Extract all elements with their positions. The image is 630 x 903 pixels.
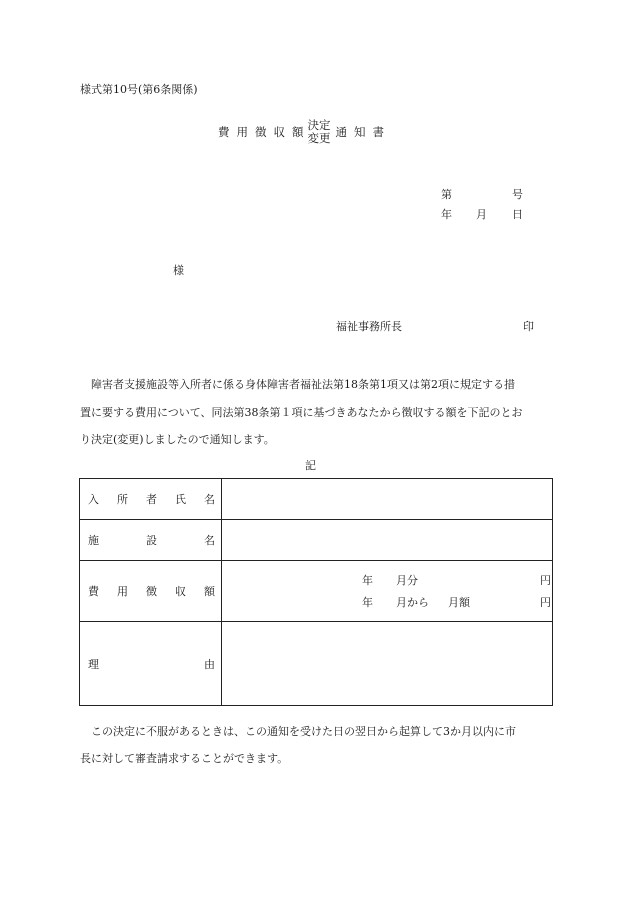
fee-month: 月から — [396, 596, 429, 609]
seal-mark: 印 — [523, 320, 534, 333]
fee-month: 月分 — [396, 574, 418, 587]
table-row — [80, 479, 553, 520]
notice-body — [80, 371, 552, 454]
appeal-notice — [80, 718, 555, 772]
title-option-change: 変更 — [307, 131, 331, 145]
title-char: 通 — [335, 125, 347, 139]
doc-number-suffix: 号 — [512, 188, 523, 201]
body-line: 置に要する費用について、同法第38条第１項に基づきあなたから徴収する額を下記のとお — [80, 405, 523, 419]
label-reason — [80, 622, 222, 706]
label-char: 所 — [117, 493, 128, 506]
title-option-decision: 決定 — [307, 118, 331, 132]
label-fee-amount — [80, 561, 222, 622]
label-facility-name — [80, 520, 222, 561]
title-char: 費 — [218, 125, 230, 139]
title-char: 書 — [372, 125, 384, 139]
value-reason[interactable] — [222, 622, 553, 706]
title-char: 用 — [236, 125, 248, 139]
date-year: 年 — [441, 208, 452, 221]
label-char: 施 — [88, 534, 99, 547]
value-facility-name[interactable] — [222, 520, 553, 561]
doc-number-prefix: 第 — [441, 188, 452, 201]
body-line: り決定(変更)しましたので通知します。 — [80, 433, 275, 446]
detail-table — [79, 478, 553, 706]
label-char: 者 — [146, 493, 157, 506]
title-char: 徴 — [255, 125, 267, 139]
value-resident-name[interactable] — [222, 479, 553, 520]
date-month: 月 — [476, 208, 487, 221]
label-char: 額 — [204, 585, 215, 598]
label-char: 名 — [204, 534, 215, 547]
table-row — [80, 622, 553, 706]
body-line: 障害者支援施設等入所者に係る身体障害者福祉法第18条第1項又は第2項に規定する措 — [91, 378, 515, 391]
fee-yen: 円 — [540, 574, 551, 587]
footer-line: この決定に不服があるときは、この通知を受けた日の翌日から起算して3か月以内に市 — [91, 725, 516, 738]
ki-heading: 記 — [305, 459, 316, 472]
label-char: 収 — [175, 585, 186, 598]
label-char: 用 — [117, 585, 128, 598]
label-char: 徴 — [146, 585, 157, 598]
document-title — [218, 118, 384, 146]
label-char: 費 — [88, 585, 99, 598]
form-number: 様式第10号(第6条関係) — [80, 83, 198, 96]
label-char: 設 — [146, 534, 157, 547]
title-char: 知 — [354, 125, 366, 139]
title-char: 額 — [292, 125, 304, 139]
label-char: 由 — [204, 657, 215, 671]
addressee-suffix: 様 — [173, 264, 184, 277]
title-option-stack — [308, 119, 331, 145]
table-row — [80, 561, 553, 622]
label-char: 名 — [204, 493, 215, 506]
label-char: 理 — [88, 657, 99, 671]
fee-year: 年 — [362, 596, 373, 609]
fee-amount-label: 月額 — [448, 596, 470, 609]
label-char: 入 — [88, 493, 99, 506]
table-row — [80, 520, 553, 561]
label-resident-name — [80, 479, 222, 520]
title-char: 収 — [273, 125, 285, 139]
issuer-title: 福祉事務所長 — [336, 320, 402, 333]
value-fee-amount[interactable] — [222, 561, 553, 622]
date-day: 日 — [512, 208, 523, 221]
footer-line: 長に対して審査請求することができます。 — [80, 752, 289, 765]
label-char: 氏 — [175, 493, 186, 506]
fee-yen: 円 — [540, 596, 551, 609]
fee-year: 年 — [362, 574, 373, 587]
